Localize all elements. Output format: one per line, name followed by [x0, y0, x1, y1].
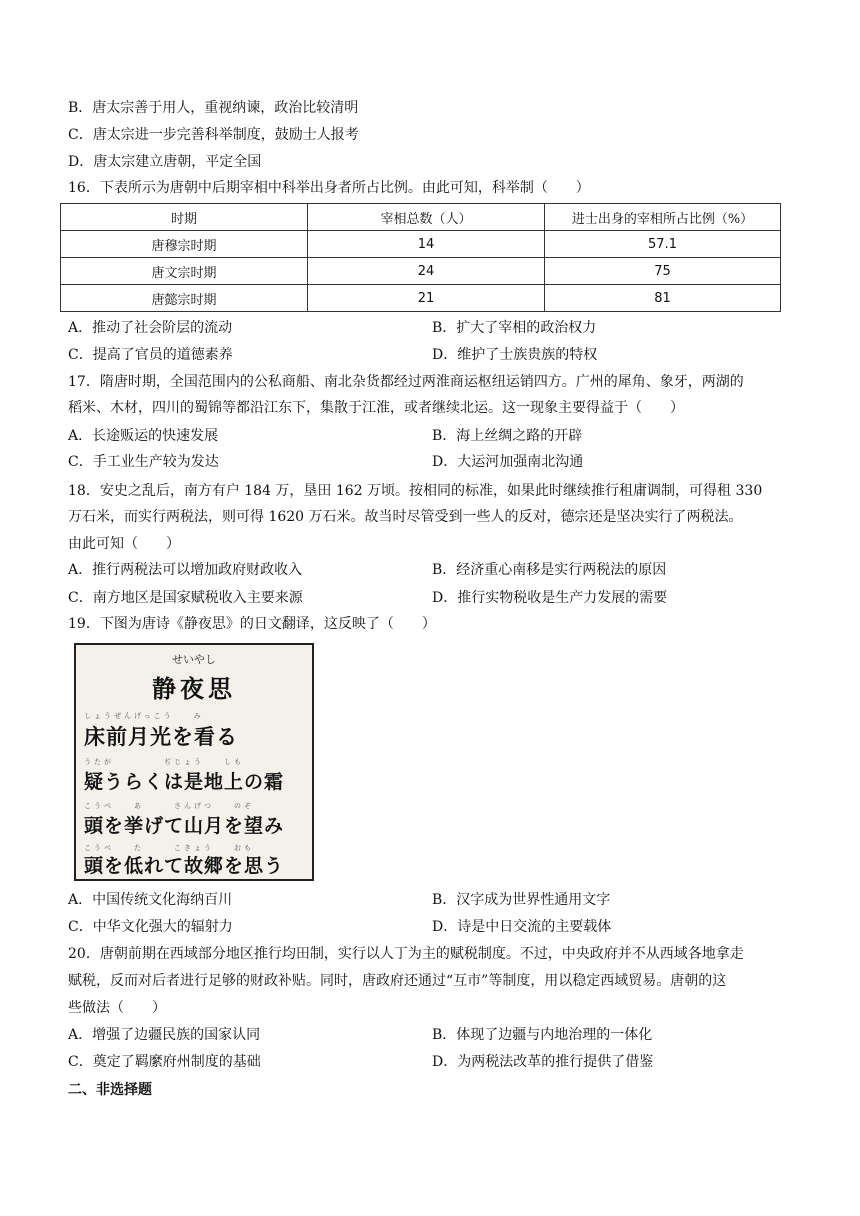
poem-title: 静夜思 — [152, 674, 236, 703]
q20-option-b: B．体现了边疆与内地治理的一体化 — [432, 1027, 653, 1043]
q18-stem-line3: 由此可知（ ） — [68, 536, 180, 552]
table-cell-ratio: 81 — [545, 285, 781, 312]
poem-line: 疑うらくは是地上の霜 — [84, 771, 285, 793]
q17-stem-line2: 稻米、木材，四川的蜀锦等都沿江东下，集散于江淮，或者继续北运。这一现象主要得益于（ ） — [68, 400, 684, 416]
q20-option-a: A．增强了边疆民族的国家认同 — [68, 1027, 261, 1043]
q15-option-c: C．唐太宗进一步完善科举制度，鼓励士人报考 — [68, 127, 359, 143]
poem-furigana: こうべ た こきょう おも — [84, 844, 254, 852]
q20-option-c: C．奠定了羁縻府州制度的基础 — [68, 1054, 261, 1070]
poem-furigana: こうべ あ さんげつ のぞ — [84, 802, 254, 810]
q16-stem: 16．下表所示为唐朝中后期宰相中科举出身者所占比例。由此可知，科举制（ ） — [68, 180, 590, 196]
q19-option-d: D．诗是中日交流的主要载体 — [432, 919, 612, 935]
poem-furigana: しょうぜんげっこう み — [84, 712, 204, 720]
q17-stem-line1: 17．隋唐时期，全国范围内的公私商船、南北杂货都经过两淮商运枢纽运销四方。广州的犀角、象牙，两湖的 — [68, 374, 744, 390]
q18-option-d: D．推行实物税收是生产力发展的需要 — [432, 590, 668, 606]
table-cell-period: 唐文宗时期 — [61, 258, 308, 285]
table-row — [61, 285, 781, 312]
q20-stem-line2: 赋税，反而对后者进行足够的财政补贴。同时，唐政府还通过“互市”等制度，用以稳定西域贸易。唐朝的这 — [68, 973, 727, 989]
poem-furigana: うたが ぢじょう しも — [84, 758, 244, 766]
q16-option-b: B．扩大了宰相的政治权力 — [432, 320, 597, 336]
q17-option-d: D．大运河加强南北沟通 — [432, 454, 584, 470]
q17-option-c: C．手工业生产较为发达 — [68, 454, 219, 470]
q16-option-d: D．维护了士族贵族的特权 — [432, 347, 598, 363]
table-header-ratio: 进士出身的宰相所占比例（%） — [545, 204, 781, 231]
table-cell-ratio: 57.1 — [545, 231, 781, 258]
table-cell-period: 唐穆宗时期 — [61, 231, 308, 258]
q20-option-d: D．为两税法改革的推行提供了借鉴 — [432, 1054, 654, 1070]
poem-image — [74, 643, 314, 881]
table-cell-total: 14 — [308, 231, 545, 258]
poem-line: 頭を挙げて山月を望み — [84, 815, 285, 837]
table-header-row — [61, 204, 781, 231]
section-two-heading: 二、非选择题 — [68, 1082, 152, 1098]
table-header-period: 时期 — [61, 204, 308, 231]
table-cell-total: 24 — [308, 258, 545, 285]
q18-stem-line1: 18．安史之乱后，南方有户 184 万，垦田 162 万顷。按相同的标准，如果此时继续推行租庸调制，可得租 330 — [68, 483, 763, 499]
table-row — [61, 231, 781, 258]
table-cell-ratio: 75 — [545, 258, 781, 285]
poem-line: 頭を低れて故郷を思う — [84, 855, 285, 877]
table-cell-total: 21 — [308, 285, 545, 312]
q19-option-b: B．汉字成为世界性通用文字 — [432, 892, 611, 908]
q20-stem-line1: 20．唐朝前期在西域部分地区推行均田制，实行以人丁为主的赋税制度。不过，中央政府并不从西域各地拿走 — [68, 946, 744, 962]
table-header-total: 宰相总数（人） — [308, 204, 545, 231]
q15-option-b: B．唐太宗善于用人，重视纳谏，政治比较清明 — [68, 100, 359, 116]
q18-stem-line2: 万石米，而实行两税法，则可得 1620 万石米。故当时尽管受到一些人的反对，德宗还是坚决实行了两税法。 — [68, 509, 743, 525]
q16-option-c: C．提高了官员的道德素养 — [68, 347, 233, 363]
q15-option-d: D．唐太宗建立唐朝，平定全国 — [68, 154, 262, 170]
table-cell-period: 唐懿宗时期 — [61, 285, 308, 312]
q18-option-a: A．推行两税法可以增加政府财政收入 — [68, 562, 303, 578]
q20-stem-line3: 些做法（ ） — [68, 1000, 166, 1016]
poem-line: 床前月光を看る — [84, 724, 238, 749]
table-row — [61, 258, 781, 285]
q17-option-b: B．海上丝绸之路的开辟 — [432, 428, 583, 444]
q16-option-a: A．推动了社会阶层的流动 — [68, 320, 233, 336]
q19-stem: 19．下图为唐诗《静夜思》的日文翻译，这反映了（ ） — [68, 616, 436, 632]
poem-kana-title: せいやし — [172, 653, 216, 666]
q18-option-b: B．经济重心南移是实行两税法的原因 — [432, 562, 667, 578]
q17-option-a: A．长途贩运的快速发展 — [68, 428, 219, 444]
q18-option-c: C．南方地区是国家赋税收入主要来源 — [68, 590, 303, 606]
q16-table — [60, 203, 781, 312]
q19-option-c: C．中华文化强大的辐射力 — [68, 919, 233, 935]
q19-option-a: A．中国传统文化海纳百川 — [68, 892, 233, 908]
